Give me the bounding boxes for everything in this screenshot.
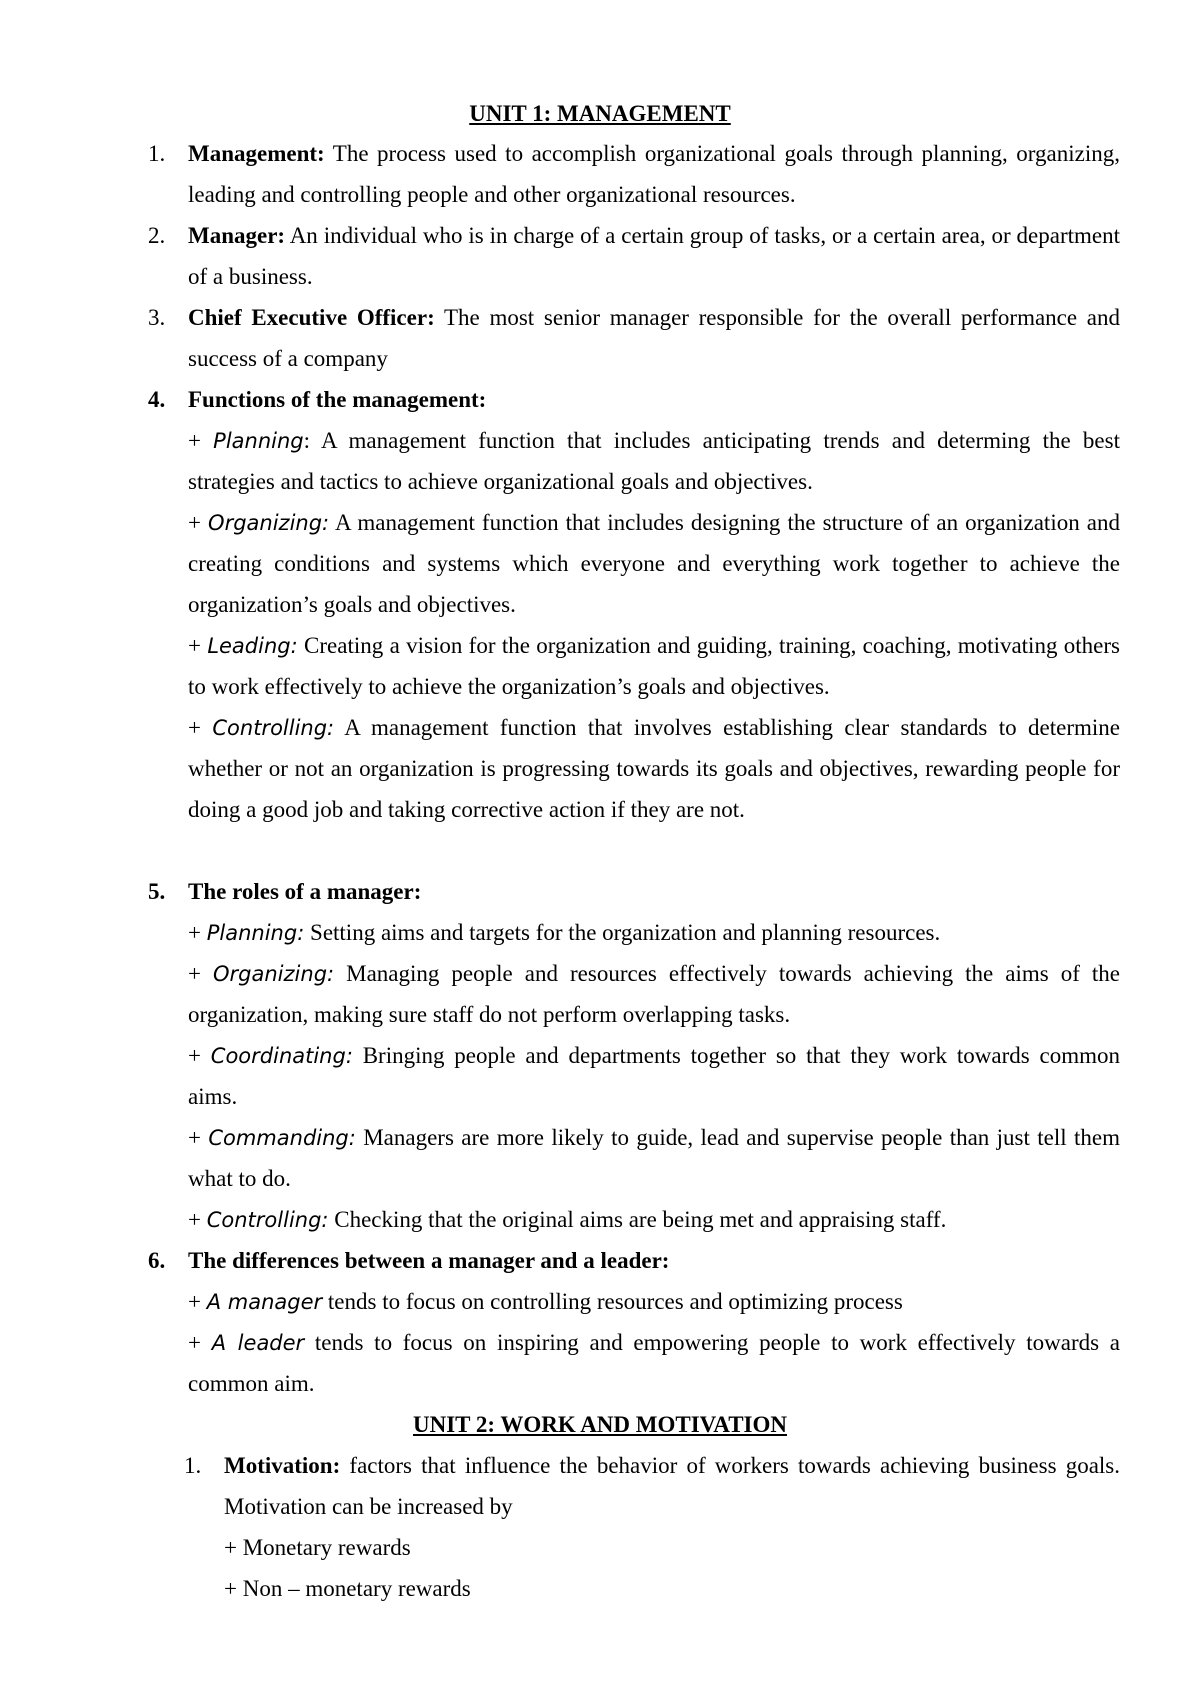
- item-term: Motivation:: [224, 1453, 341, 1478]
- sub-prefix: +: [188, 1330, 212, 1355]
- item-number: 1.: [148, 141, 166, 166]
- item-text: An individual who is in charge of a certain group of tasks, or a certain area, or department of a business.: [188, 223, 1120, 289]
- list-item: [224, 1569, 1120, 1610]
- item-number: 2.: [148, 223, 166, 248]
- sub-sep: :: [303, 428, 321, 453]
- sub-term: Controlling:: [212, 716, 335, 740]
- sub-text: A management function that includes anticipating trends and determing the best strategies and tactics to achieve organizational goals and objectives.: [188, 428, 1120, 494]
- item-term: Management:: [188, 141, 325, 166]
- sub-term: Controlling:: [206, 1208, 329, 1232]
- sub-item: [188, 1282, 1120, 1323]
- sub-item: [188, 913, 1120, 954]
- item-number: 6.: [148, 1248, 166, 1273]
- sub-item: [188, 503, 1120, 625]
- sub-term: Coordinating:: [210, 1044, 353, 1068]
- sub-item: [188, 954, 1120, 1036]
- sub-term: A leader: [211, 1331, 305, 1355]
- sub-sep: [334, 961, 346, 986]
- sub-text: Checking that the original aims are being met and appraising staff.: [334, 1207, 947, 1232]
- sub-text: Managers are more likely to guide, lead and supervise people than just tell them what to do.: [188, 1125, 1120, 1191]
- sub-text: tends to focus on inspiring and empowering people to work effectively towards a common aim.: [188, 1330, 1120, 1396]
- sub-text: Managing people and resources effectively towards achieving the aims of the organization, making sure staff do not perform overlapping tasks.: [188, 961, 1121, 1027]
- sub-text: Creating a vision for the organization and guiding, training, coaching, motivating others to work effectively to achieve the organization’s goals and objectives.: [188, 633, 1120, 699]
- sub-prefix: +: [188, 1125, 209, 1150]
- sub-sep: [334, 715, 344, 740]
- sub-sep: [304, 1330, 315, 1355]
- sub-prefix: +: [188, 715, 213, 740]
- item-text: factors that influence the behavior of workers towards achieving business goals. Motivation can be increased by: [224, 1453, 1120, 1519]
- sub-term: Organizing:: [213, 962, 335, 986]
- sub-sep: [353, 1043, 363, 1068]
- unit2-item-1: [184, 1446, 1120, 1528]
- item-text: The process used to accomplish organizational goals through planning, organizing, leading and controlling people and other organizational resources.: [188, 141, 1120, 207]
- item-number: 5.: [148, 879, 166, 904]
- sub-term: A manager: [206, 1290, 323, 1314]
- sub-term: Planning:: [206, 921, 305, 945]
- item-heading: The roles of a manager:: [188, 879, 422, 904]
- unit2-title: UNIT 2: WORK AND MOTIVATION: [412, 1412, 788, 1437]
- sub-prefix: +: [188, 1207, 207, 1232]
- item-term: Manager:: [188, 223, 286, 248]
- item-heading: Functions of the management:: [188, 387, 487, 412]
- sub-prefix: +: [188, 961, 214, 986]
- sub-term: Commanding:: [208, 1126, 356, 1150]
- sub-text: tends to focus on controlling resources and optimizing process: [327, 1289, 903, 1314]
- item-text: The most senior manager responsible for the overall performance and success of a company: [188, 305, 1120, 371]
- bullet-text: + Non – monetary rewards: [224, 1576, 471, 1601]
- unit1-item-2: [148, 216, 1120, 298]
- sub-prefix: +: [188, 633, 208, 658]
- sub-prefix: +: [188, 1289, 207, 1314]
- sub-prefix: +: [188, 510, 209, 535]
- unit1-item-4-heading: [148, 380, 1120, 421]
- item-heading: The differences between a manager and a leader:: [188, 1248, 670, 1273]
- sub-term: Planning: [213, 429, 304, 453]
- unit1-item-5-heading: [148, 872, 1120, 913]
- unit1-title: UNIT 1: MANAGEMENT: [469, 101, 731, 126]
- unit1-item-6-heading: [148, 1241, 1120, 1282]
- sub-prefix: +: [188, 1043, 211, 1068]
- sub-text: Bringing people and departments together so that they work towards common aims.: [188, 1043, 1120, 1109]
- sub-text: Setting aims and targets for the organization and planning resources.: [310, 920, 941, 945]
- sub-term: Leading:: [207, 634, 298, 658]
- sub-prefix: +: [188, 428, 214, 453]
- sub-item: [188, 1323, 1120, 1405]
- sub-item: [188, 1200, 1120, 1241]
- sub-item: [188, 626, 1120, 708]
- item-number: 4.: [148, 387, 166, 412]
- item-term: Chief Executive Officer:: [188, 305, 435, 330]
- sub-text: A management function that involves establishing clear standards to determine whether or not an organization is progressing towards its goals and objectives, rewarding people for doing a good job and taking corrective action if they are not.: [188, 715, 1120, 822]
- sub-term: Organizing:: [208, 511, 330, 535]
- sub-item: [188, 1118, 1120, 1200]
- item-number: 3.: [148, 305, 166, 330]
- sub-text: A management function that includes designing the structure of an organization and creating conditions and systems which everyone and everything work together to achieve the organization’s goals and objectives.: [188, 510, 1120, 617]
- unit1-item-1: [148, 134, 1120, 216]
- sub-item: [188, 421, 1120, 503]
- sub-item: [188, 708, 1120, 830]
- list-item: [224, 1528, 1120, 1569]
- item-number: 1.: [184, 1453, 202, 1478]
- sub-prefix: +: [188, 920, 207, 945]
- bullet-text: + Monetary rewards: [224, 1535, 411, 1560]
- sub-item: [188, 1036, 1120, 1118]
- unit1-item-3: [148, 298, 1120, 380]
